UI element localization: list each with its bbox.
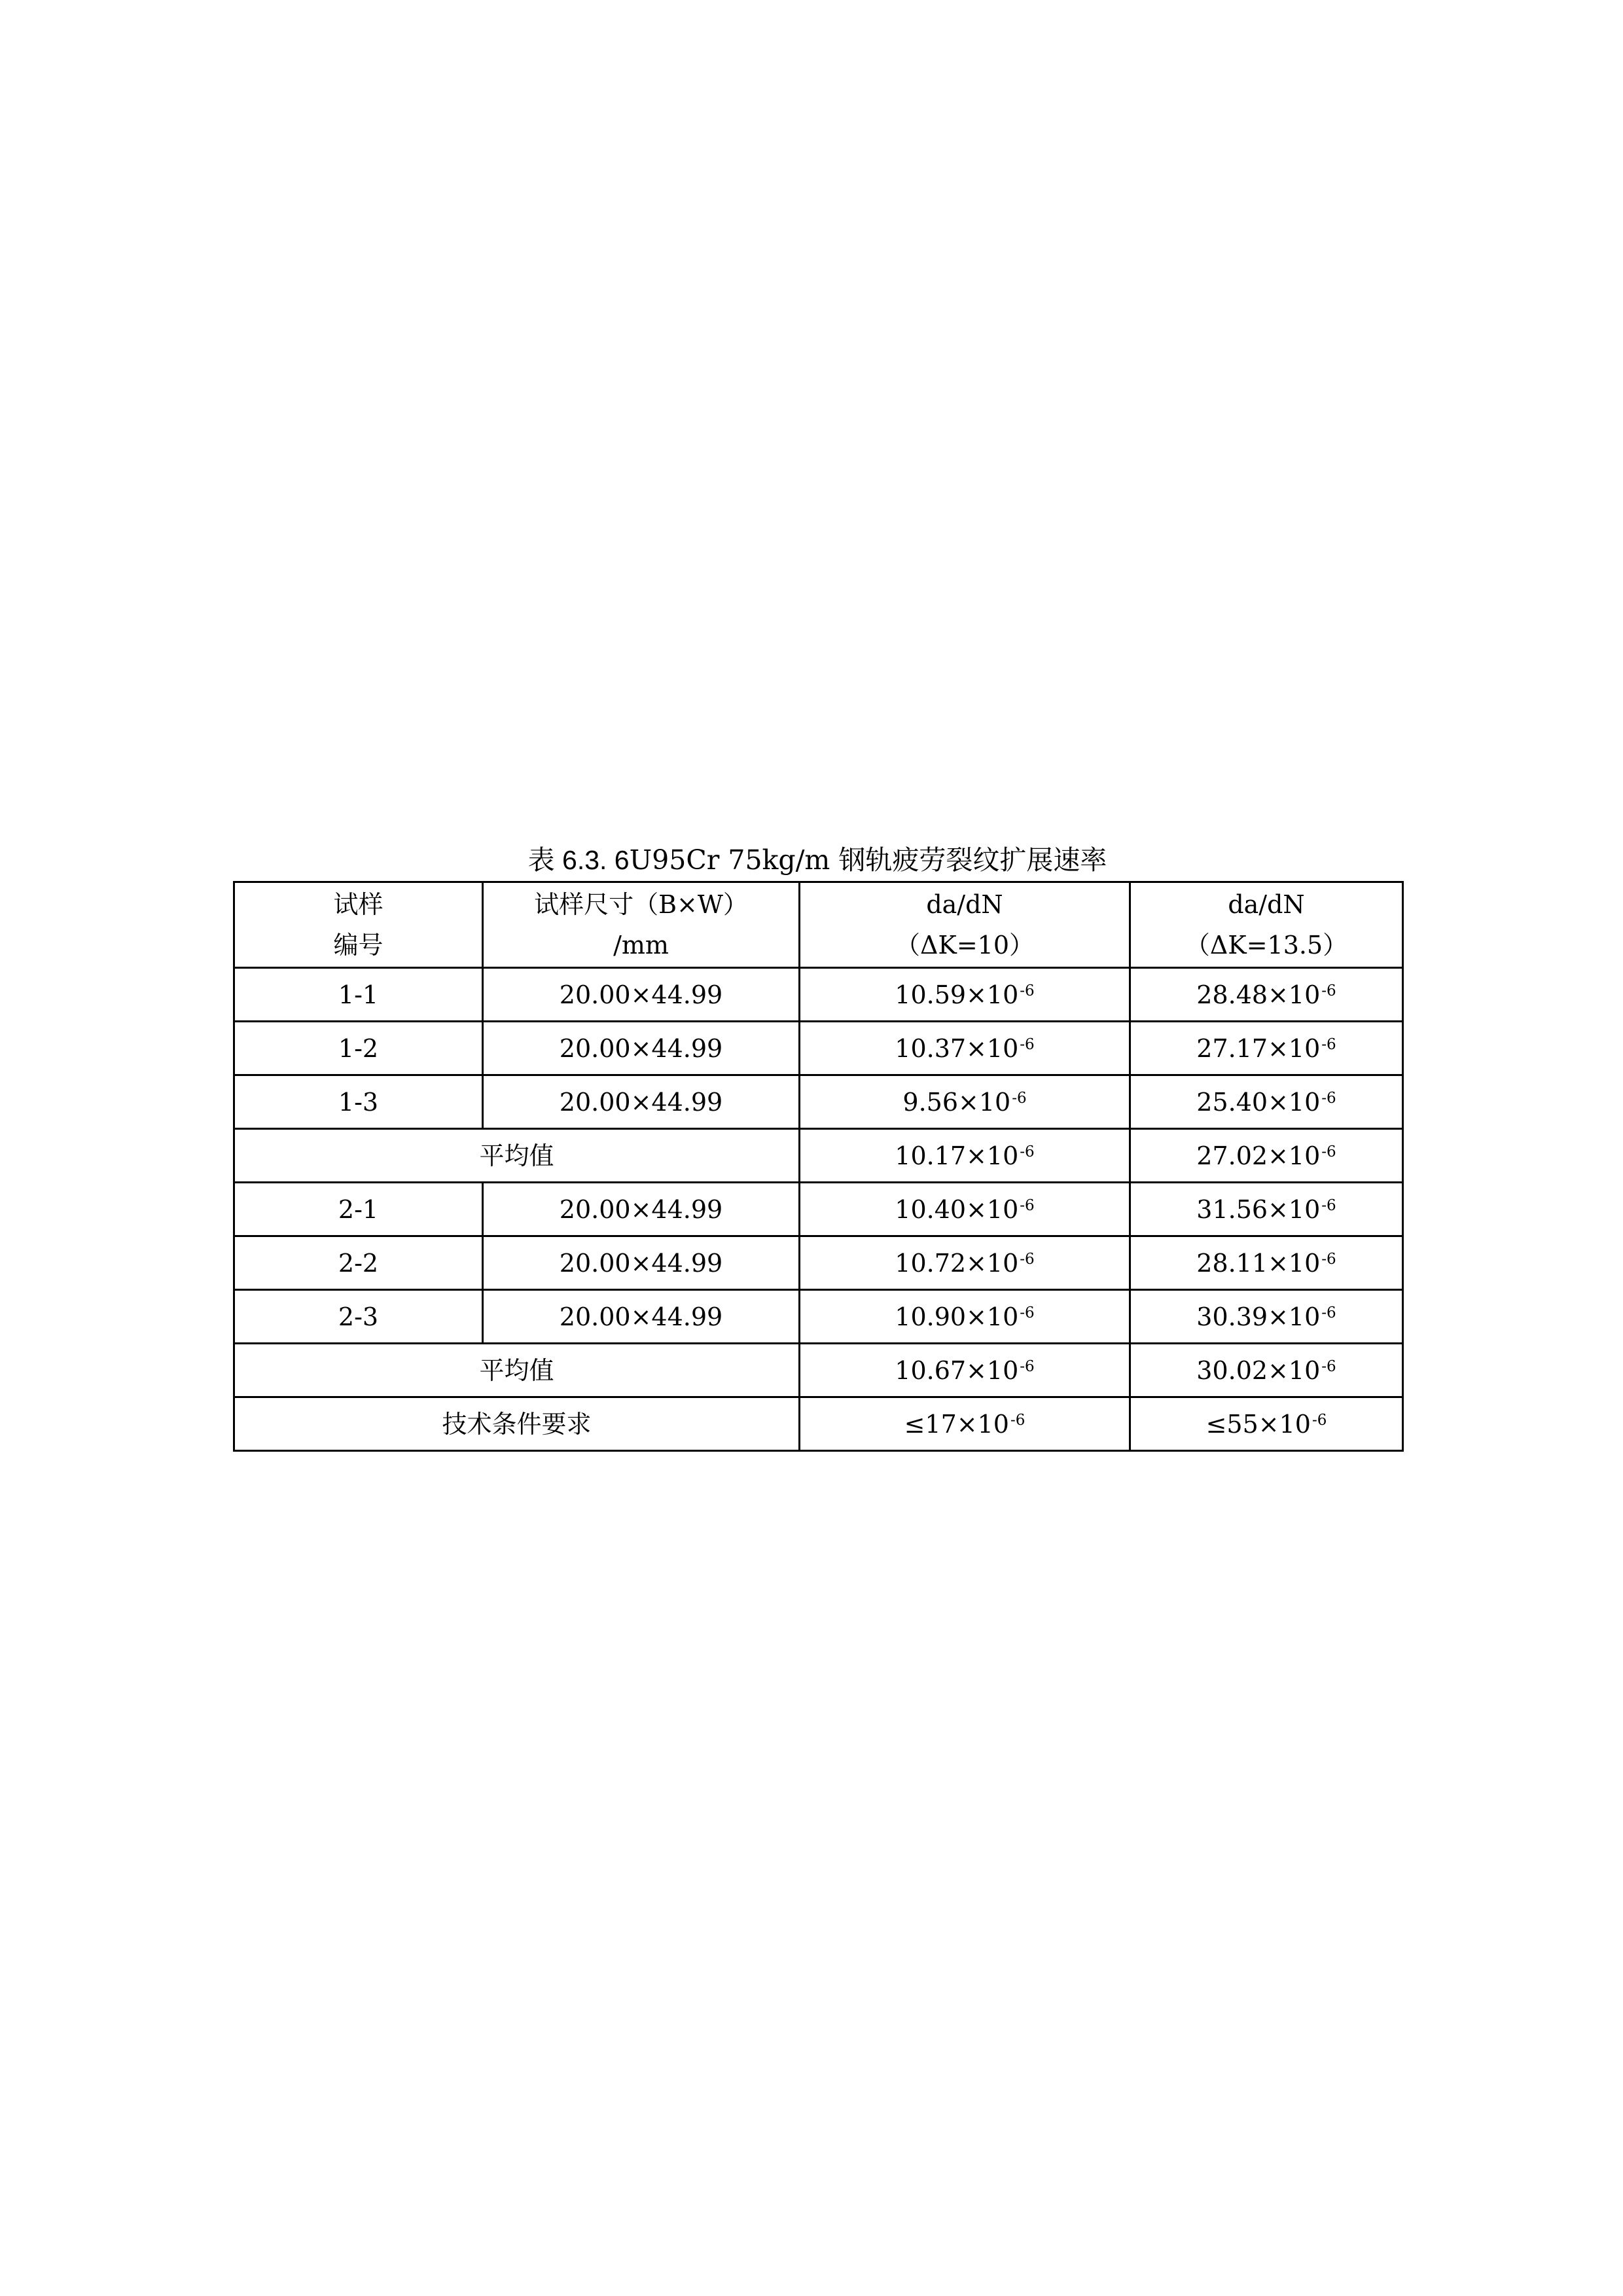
sample-size-cell: 20.00×44.99 — [483, 1183, 800, 1236]
rate-value: 28.11×10 — [1196, 1248, 1321, 1278]
rate-value: 10.90×10 — [895, 1302, 1019, 1331]
header-sample-size — [483, 882, 800, 968]
rate-value: 30.39×10 — [1196, 1302, 1321, 1331]
sample-id-cell: 2-3 — [234, 1290, 483, 1344]
header-rate-dk10 — [800, 882, 1130, 968]
sample-id-cell: 2-2 — [234, 1236, 483, 1290]
rate-dk10-cell — [800, 1129, 1130, 1183]
table-caption — [233, 843, 1402, 877]
rate-dk10-cell — [800, 1290, 1130, 1344]
sample-id-cell: 1-3 — [234, 1075, 483, 1129]
sample-id-cell: 1-1 — [234, 968, 483, 1022]
rate-exponent: -6 — [1321, 1250, 1336, 1268]
rate-exponent: -6 — [1020, 1196, 1035, 1214]
sample-size-cell: 20.00×44.99 — [483, 1290, 800, 1344]
sample-size-cell: 20.00×44.99 — [483, 968, 800, 1022]
rate-dk10-cell — [800, 1183, 1130, 1236]
rate-exponent: -6 — [1012, 1089, 1027, 1107]
header-sample-size-line1: 试样尺寸（B×W） — [534, 890, 748, 919]
rate-exponent: -6 — [1321, 1143, 1336, 1160]
rate-dk10-cell — [800, 1344, 1130, 1397]
rate-exponent: -6 — [1020, 1250, 1035, 1268]
sample-size-cell: 20.00×44.99 — [483, 1022, 800, 1075]
sample-id-cell: 2-1 — [234, 1183, 483, 1236]
table-row — [234, 1075, 1403, 1129]
rate-value: 27.02×10 — [1196, 1141, 1321, 1170]
rate-value: 28.48×10 — [1196, 980, 1321, 1009]
header-rate-dk10-line1: da/dN — [926, 890, 1003, 919]
table-row — [234, 968, 1403, 1022]
rate-dk13-5-cell — [1130, 968, 1403, 1022]
table-row — [234, 1022, 1403, 1075]
rate-value: 9.56×10 — [902, 1087, 1011, 1117]
header-rate-dk13-5-line1: da/dN — [1228, 890, 1305, 919]
rate-dk13-5-cell — [1130, 1397, 1403, 1451]
rate-exponent: -6 — [1321, 1196, 1336, 1214]
rate-exponent: -6 — [1321, 1089, 1336, 1107]
rate-value: ≤17×10 — [904, 1409, 1009, 1439]
rate-exponent: -6 — [1321, 1304, 1336, 1321]
rate-dk13-5-cell — [1130, 1129, 1403, 1183]
crack-growth-rate-table — [233, 881, 1404, 1452]
rate-exponent: -6 — [1010, 1411, 1026, 1429]
header-sample-id — [234, 882, 483, 968]
rate-value: 27.17×10 — [1196, 1033, 1321, 1063]
average-row — [234, 1129, 1403, 1183]
rate-exponent: -6 — [1321, 1357, 1336, 1375]
rate-exponent: -6 — [1321, 1035, 1336, 1053]
rate-dk13-5-cell — [1130, 1290, 1403, 1344]
sample-size-cell: 20.00×44.99 — [483, 1075, 800, 1129]
sample-id-cell: 1-2 — [234, 1022, 483, 1075]
average-label: 平均值 — [234, 1129, 800, 1183]
sample-size-cell: 20.00×44.99 — [483, 1236, 800, 1290]
rate-exponent: -6 — [1020, 1304, 1035, 1321]
rate-value: 10.72×10 — [895, 1248, 1019, 1278]
header-rate-dk13-5-line2: （ΔK=13.5） — [1185, 931, 1348, 960]
rate-dk13-5-cell — [1130, 1236, 1403, 1290]
table-row — [234, 1183, 1403, 1236]
rate-value: 30.02×10 — [1196, 1355, 1321, 1385]
header-sample-id-line2: 编号 — [333, 931, 383, 960]
header-rate-dk13-5 — [1130, 882, 1403, 968]
header-row — [234, 882, 1403, 968]
rate-dk10-cell — [800, 1236, 1130, 1290]
table-row — [234, 1236, 1403, 1290]
rate-value: 25.40×10 — [1196, 1087, 1321, 1117]
rate-dk10-cell — [800, 968, 1130, 1022]
average-label: 平均值 — [234, 1344, 800, 1397]
requirement-row — [234, 1397, 1403, 1451]
rate-value: 10.40×10 — [895, 1194, 1019, 1224]
average-row — [234, 1344, 1403, 1397]
rate-exponent: -6 — [1020, 1143, 1035, 1160]
header-sample-id-line1: 试样 — [333, 890, 383, 919]
rate-exponent: -6 — [1321, 982, 1336, 999]
rate-dk10-cell — [800, 1075, 1130, 1129]
rate-value: 10.17×10 — [895, 1141, 1019, 1170]
rate-dk13-5-cell — [1130, 1075, 1403, 1129]
requirement-label: 技术条件要求 — [234, 1397, 800, 1451]
caption-prefix: 表 6.3. 6 — [527, 845, 630, 875]
table-row — [234, 1290, 1403, 1344]
rate-dk10-cell — [800, 1022, 1130, 1075]
header-sample-size-line2: /mm — [613, 931, 669, 960]
rate-exponent: -6 — [1020, 982, 1035, 999]
rate-exponent: -6 — [1020, 1357, 1035, 1375]
header-rate-dk10-line2: （ΔK=10） — [895, 931, 1035, 960]
rate-exponent: -6 — [1020, 1035, 1035, 1053]
rate-exponent: -6 — [1311, 1411, 1327, 1429]
caption-text: U95Cr 75kg/m 钢轨疲劳裂纹扩展速率 — [629, 844, 1107, 876]
rate-value: 10.67×10 — [895, 1355, 1019, 1385]
rate-value: 31.56×10 — [1196, 1194, 1321, 1224]
rate-dk10-cell — [800, 1397, 1130, 1451]
rate-value: 10.37×10 — [895, 1033, 1019, 1063]
rate-dk13-5-cell — [1130, 1022, 1403, 1075]
rate-value: 10.59×10 — [895, 980, 1019, 1009]
rate-dk13-5-cell — [1130, 1344, 1403, 1397]
rate-dk13-5-cell — [1130, 1183, 1403, 1236]
rate-value: ≤55×10 — [1205, 1409, 1311, 1439]
